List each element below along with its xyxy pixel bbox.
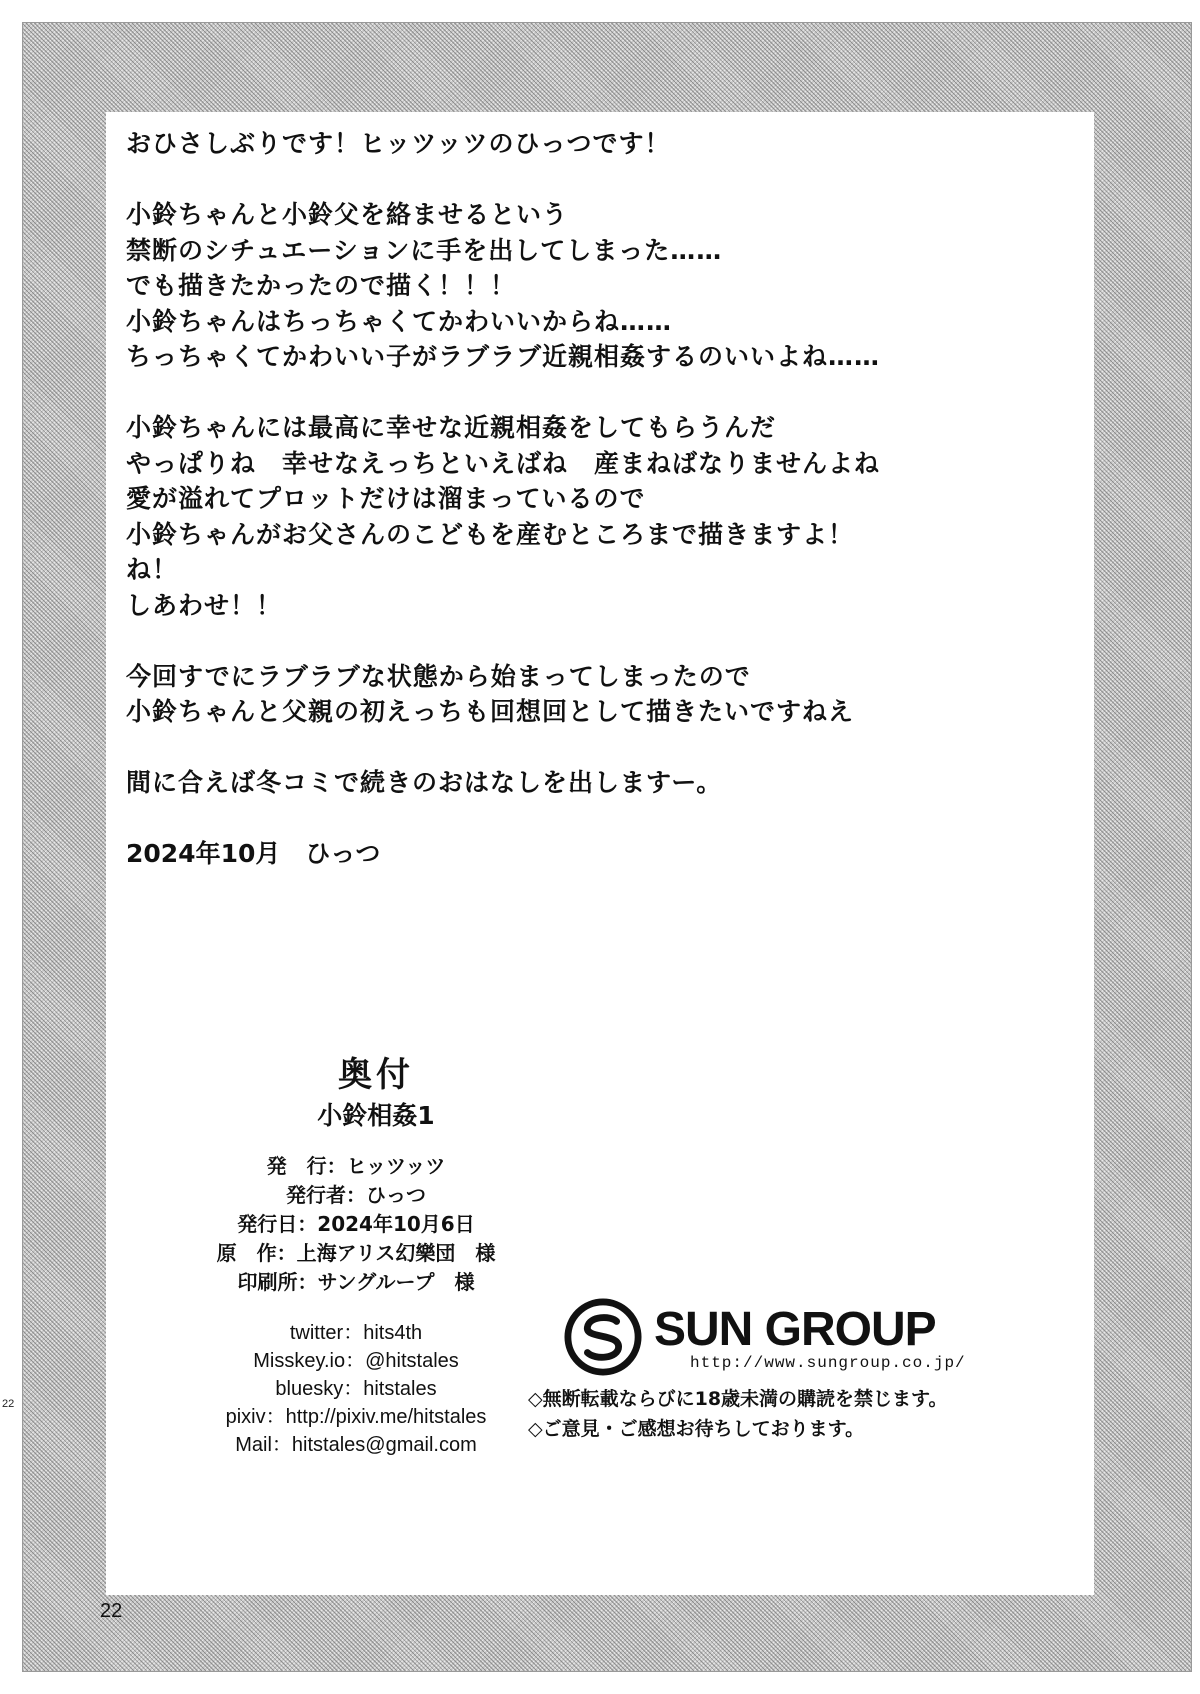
message-line: 愛が溢れてプロットだけは溜まっているので (126, 484, 646, 513)
info-value: 2024年10月6日 (317, 1212, 475, 1236)
info-row: 発行者：ひっつ (286, 1183, 426, 1207)
book-title: 小鈴相姦1 (317, 1101, 435, 1130)
publication-info (166, 1152, 546, 1297)
printer-logo (564, 1298, 984, 1378)
social-pixiv[interactable]: pixiv：http://pixiv.me/hitstales (225, 1406, 487, 1428)
message-line: やっぱりね 幸せなえっちといえばね 産まねばなりませんよね (126, 448, 881, 478)
message-line: 小鈴ちゃんと父親の初えっちも回想回として描きたいですねえ (126, 697, 855, 726)
message-line: 間に合えば冬コミで続きのおはなしを出しますー。 (126, 768, 723, 797)
info-label: 印刷所 (237, 1270, 298, 1294)
message-line: 小鈴ちゃんには最高に幸せな近親相姦をしてもらうんだ (126, 413, 777, 442)
message-line: 小鈴ちゃんはちっちゃくてかわいいからね…… (126, 306, 673, 336)
message-line: ちっちゃくてかわいい子がラブラブ近親相姦するのいいよね…… (126, 342, 881, 371)
colophon-heading: 奥付 (338, 1055, 414, 1095)
message-line: 今回すでにラブラブな状態から始まってしまったので (126, 661, 751, 691)
printer-url[interactable]: http://www.sungroup.co.jp/ (690, 1354, 966, 1372)
info-row: 発 行：ヒッツッツ (266, 1154, 446, 1178)
info-label: 原 作 (216, 1241, 277, 1265)
message-line: おひさしぶりです！ヒッツッツのひっつです！ (126, 129, 671, 158)
colophon (166, 1052, 546, 1459)
message-line: 禁断のシチュエーションに手を出してしまった…… (126, 235, 723, 265)
social-links (166, 1319, 546, 1459)
info-value: ひっつ (366, 1183, 426, 1207)
message-line: 小鈴ちゃんと小鈴父を絡ませるという (126, 200, 569, 229)
notice-line: ◇ご意見・ご感想お待ちしております。 (528, 1418, 865, 1440)
social-twitter[interactable]: twitter：hits4th (289, 1322, 423, 1344)
info-value: サングループ 様 (317, 1270, 475, 1294)
notice-line: ◇無断転載ならびに18歳未満の購読を禁じます。 (528, 1388, 948, 1410)
notices (528, 1384, 998, 1444)
info-label: 発行者 (286, 1183, 346, 1207)
info-row: 原 作：上海アリス幻樂団 様 (216, 1241, 496, 1265)
social-mail[interactable]: Mail：hitstales@gmail.com (235, 1434, 477, 1456)
social-bluesky[interactable]: bluesky：hitstales (275, 1378, 437, 1400)
info-value: ヒッツッツ (346, 1154, 446, 1178)
page-number: 22 (100, 1600, 123, 1622)
printer-name: SUN GROUP (654, 1303, 936, 1356)
info-label: 発行日 (237, 1212, 298, 1236)
message-line: しあわせ！！ (126, 590, 283, 620)
info-label: 発 行 (266, 1154, 327, 1178)
info-row: 印刷所：サングループ 様 (237, 1270, 475, 1294)
info-value: 上海アリス幻樂団 様 (296, 1241, 496, 1265)
social-misskey[interactable]: Misskey.io：@hitstales (253, 1350, 459, 1372)
afterword-message (126, 126, 1066, 872)
message-line: ね！ (126, 555, 179, 584)
message-signature: 2024年10月 ひっつ (126, 839, 381, 868)
sun-group-logo-icon (564, 1298, 642, 1376)
message-line: 小鈴ちゃんがお父さんのこどもを産むところまで描きますよ！ (126, 519, 855, 549)
side-page-number: 22 (2, 1398, 15, 1410)
message-line: でも描きたかったので描く！！！ (126, 271, 517, 300)
info-row: 発行日：2024年10月6日 (237, 1212, 475, 1236)
